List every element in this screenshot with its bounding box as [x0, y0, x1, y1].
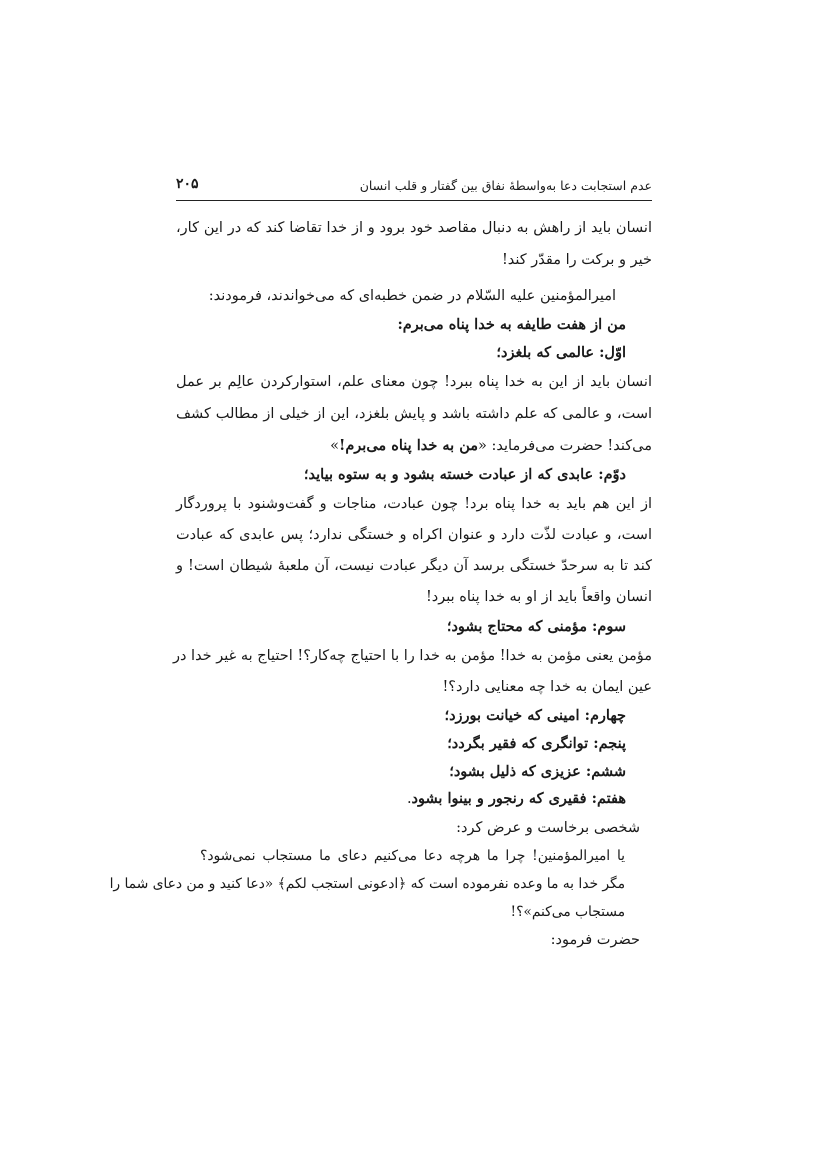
item-text: : توانگری که فقیر بگردد؛ — [447, 735, 599, 752]
hadith-item — [447, 617, 626, 637]
item-label: پنجم — [598, 735, 626, 752]
item-label: سوم — [597, 618, 626, 635]
text-line: انسان واقعاً باید از او به خدا پناه ببرد! — [425, 589, 652, 605]
text-line: انسان باید از راهش به دنبال مقاصد خود برود و از خدا تقاضا کند که در این کار، — [176, 220, 652, 236]
text-line: مؤمن یعنی مؤمن به خدا! مؤمن به خدا را با احتیاج چه‌کار؟! احتیاج به غیر خدا در — [172, 648, 652, 664]
text-line: از این هم باید به خدا پناه برد! چون عبادت، مناجات و گفت‌وشنود با پروردگار — [176, 496, 652, 512]
text-line: عین ایمان به خدا چه معنایی دارد؟! — [442, 679, 652, 695]
hadith-item — [304, 465, 626, 485]
item-label: ششم — [591, 763, 626, 780]
item-label: چهارم — [589, 707, 626, 724]
item-end: . — [406, 791, 412, 807]
inline-text: » — [330, 438, 339, 454]
quote-line: یا امیرالمؤمنین! چرا ما هرچه دعا می‌کنیم دعای ما مستجاب نمی‌شود؟ — [200, 848, 625, 864]
item-text: : عزیزی که ذلیل بشود؛ — [449, 763, 592, 780]
text-line: انسان باید از این به خدا پناه ببرد! چون معنای علم، استوارکردن عالِم بر عمل — [176, 374, 652, 390]
text-line: کند تا به سرحدّ خستگی برسد آن دیگر عبادت نیست، آن ملعبهٔ شیطان است! و — [176, 558, 652, 574]
item-text: : فقیری که رنجور و بینوا بشود — [411, 790, 597, 807]
hadith-item — [496, 343, 626, 363]
text-line: خیر و برکت را مقدّر کند! — [501, 252, 652, 268]
inline-text: می‌کند! حضرت می‌فرماید: « — [478, 438, 652, 454]
text-line — [176, 436, 652, 456]
hadith-item — [407, 789, 626, 809]
hadith-item — [444, 706, 626, 726]
text-line: است، و عالمی که علم داشته باشد و پایش بلغزد، این از خیلی از مطالب کشف — [176, 406, 652, 422]
item-text: : مؤمنی که محتاج بشود؛ — [446, 618, 598, 635]
item-text: : امینی که خیانت بورزد؛ — [444, 707, 590, 724]
text-line: است، و عبادت لذّت دارد و عنوان اکراه و خستگی ندارد؛ پس عابدی که عبادت — [176, 527, 652, 543]
header-title: عدم استجابت دعا به‌واسطهٔ نفاق بین گفتار و قلب انسان — [359, 178, 652, 193]
item-label: اوّل — [604, 344, 626, 361]
quote-line: مگر خدا به ما وعده نفرموده است که ﴿ادعونی استجب لکم﴾ «دعا کنید و من دعای شما را — [109, 876, 625, 892]
hadith-item — [447, 734, 626, 754]
item-label: هفتم — [596, 790, 626, 807]
item-label: دوّم — [603, 466, 626, 483]
text-line: امیرالمؤمنین علیه السّلام در ضمن خطبه‌ای که می‌خواندند، فرمودند: — [208, 288, 616, 304]
item-text: : عالمی که بلغزد؛ — [496, 344, 605, 361]
item-text: : عابدی که از عبادت خسته بشود و به ستوه بیاید؛ — [303, 466, 604, 483]
quote-line: مستجاب می‌کنم»؟! — [510, 904, 625, 920]
page-number: ۲۰۵ — [176, 176, 199, 192]
hadith-item — [449, 762, 626, 782]
text-line: شخصی برخاست و عرض کرد: — [456, 820, 640, 836]
running-header — [176, 176, 652, 201]
inline-quote: من به خدا پناه می‌برم! — [338, 437, 479, 454]
text-line: حضرت فرمود: — [550, 932, 640, 948]
hadith-heading: من از هفت طایفه به خدا پناه می‌برم: — [397, 316, 626, 333]
